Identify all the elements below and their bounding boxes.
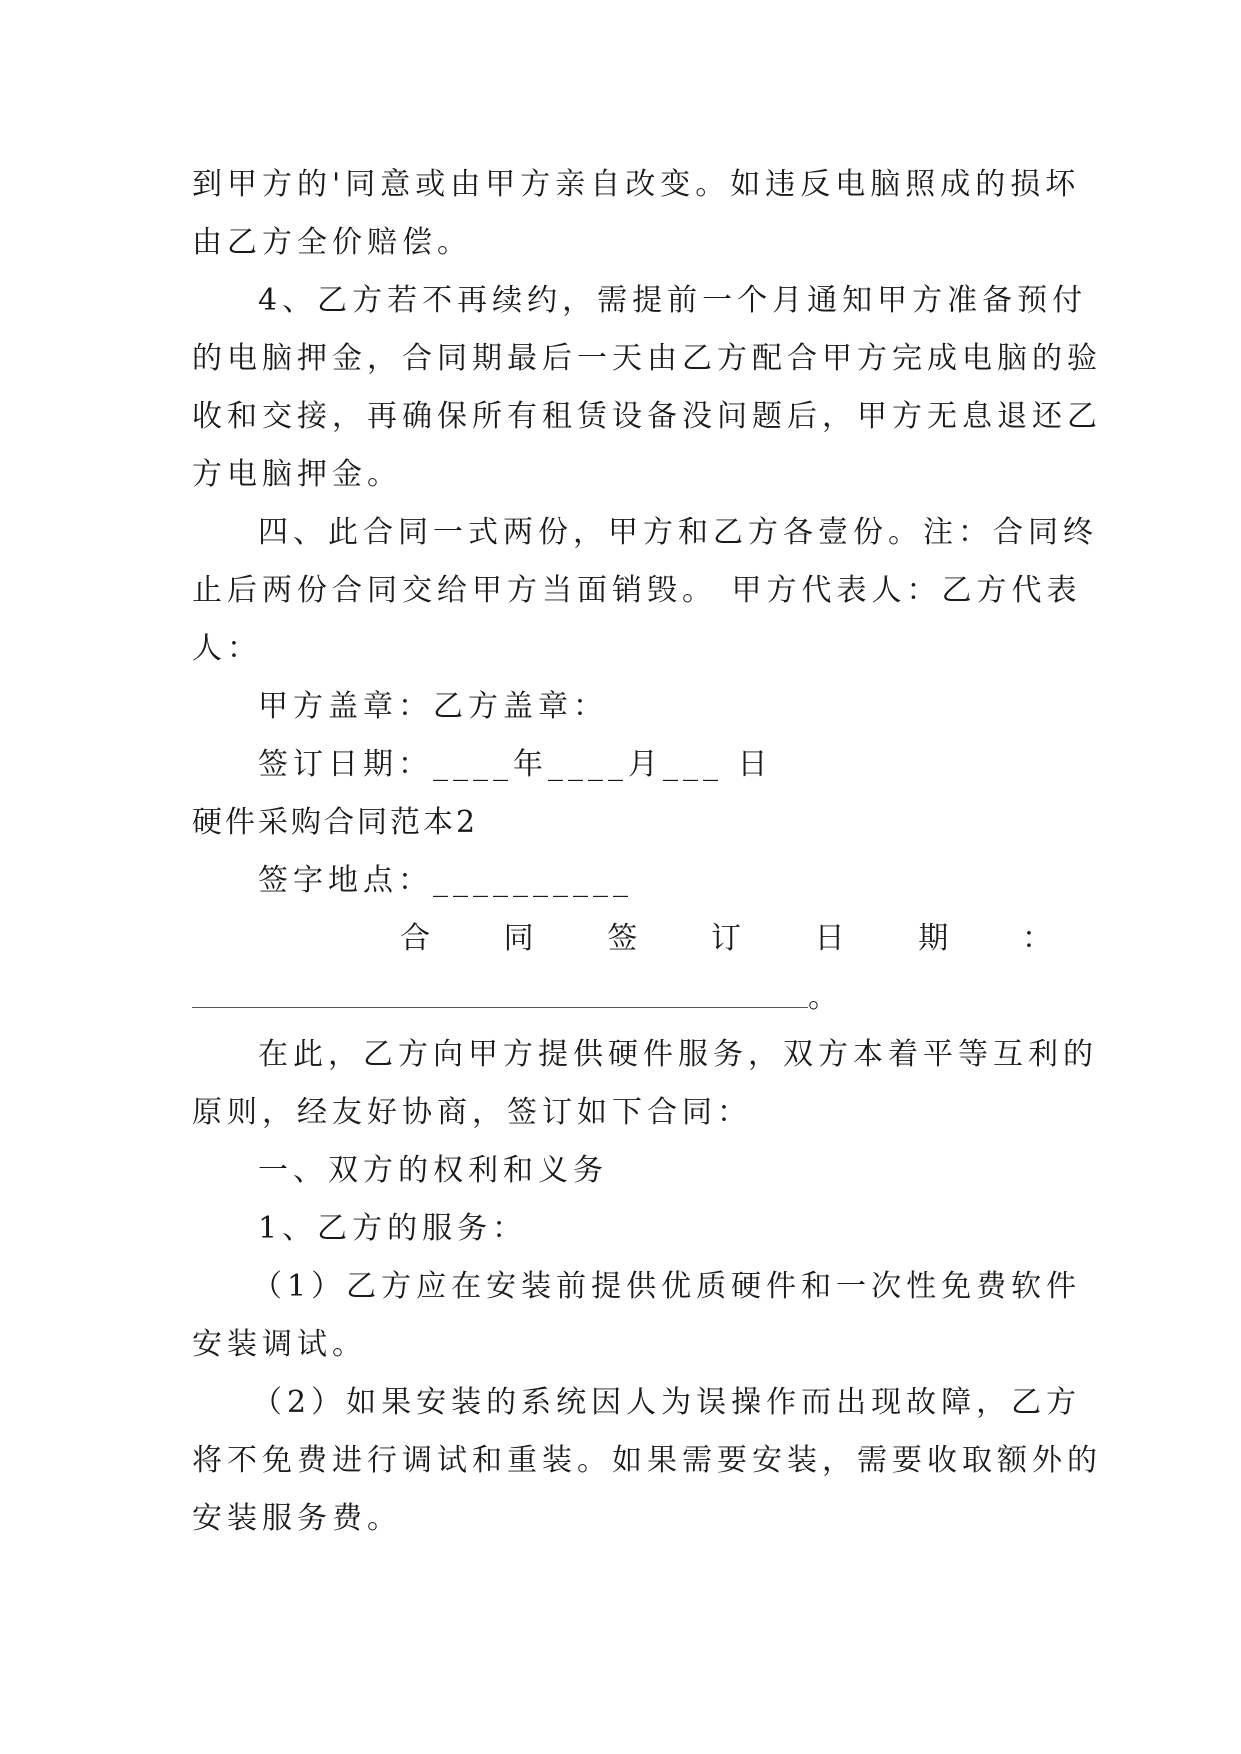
clause-heading: 一、双方的权利和义务 — [258, 1153, 608, 1188]
paragraph-line: 收和交接，再确保所有租赁设备没问题后，甲方无息退还乙 — [192, 399, 1102, 434]
paragraph-line: 在此，乙方向甲方提供硬件服务，双方本着平等互利的 — [258, 1037, 1098, 1072]
contract-date-blank — [192, 1007, 808, 1008]
paragraph-line: （1）乙方应在安装前提供优质硬件和一次性免费软件 — [252, 1269, 1082, 1304]
signing-date-line: 签订日期：____年____月___ 日 — [258, 747, 773, 782]
signing-place-line: 签字地点：__________ — [258, 863, 633, 898]
signature-line: 甲方盖章：乙方盖章： — [258, 689, 608, 724]
contract-date-char: ： — [1021, 921, 1052, 956]
paragraph-line: 方电脑押金。 — [192, 457, 402, 492]
paragraph-line: 到甲方的'同意或由甲方亲自改变。如违反电脑照成的损坏 — [192, 167, 1081, 202]
paragraph-line: 由乙方全价赔偿。 — [192, 225, 472, 260]
paragraph-line: 的电脑押金，合同期最后一天由乙方配合甲方完成电脑的验 — [192, 341, 1102, 376]
contract-date-char: 同 — [503, 921, 534, 956]
paragraph-line: 4、乙方若不再续约，需提前一个月通知甲方准备预付 — [258, 283, 1088, 318]
contract-date-label — [400, 919, 1052, 959]
paragraph-line: 将不免费进行调试和重装。如果需要安装，需要收取额外的 — [192, 1443, 1102, 1478]
contract-date-char: 日 — [814, 921, 845, 956]
section-title: 硬件采购合同范本2 — [192, 805, 479, 840]
contract-date-char: 期 — [918, 921, 949, 956]
contract-date-char: 签 — [607, 921, 638, 956]
clause-heading: 1、乙方的服务： — [258, 1211, 528, 1246]
paragraph-line: 安装服务费。 — [192, 1501, 402, 1536]
paragraph-line: 四、此合同一式两份，甲方和乙方各壹份。注：合同终 — [258, 515, 1098, 550]
paragraph-line: 原则，经友好协商，签订如下合同： — [192, 1095, 752, 1130]
paragraph-line: 止后两份合同交给甲方当面销毁。 甲方代表人：乙方代表 — [192, 573, 1082, 608]
paragraph-line: 安装调试。 — [192, 1327, 367, 1362]
contract-date-char: 合 — [400, 921, 430, 956]
contract-date-char: 订 — [710, 921, 741, 956]
paragraph-line: （2）如果安装的系统因人为误操作而出现故障，乙方 — [252, 1385, 1082, 1420]
contract-date-period: 。 — [808, 980, 838, 1015]
paragraph-line: 人： — [192, 631, 262, 666]
